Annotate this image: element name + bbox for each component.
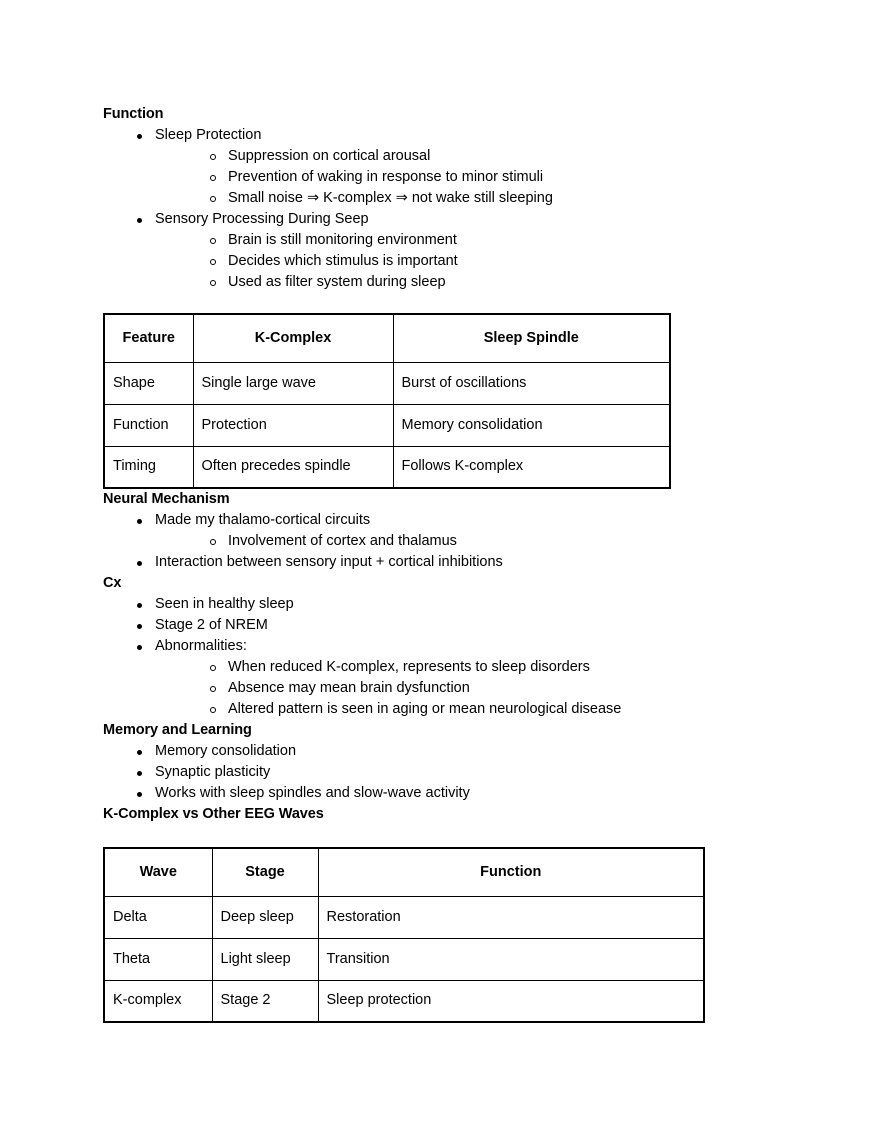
column-header-feature: Feature: [104, 314, 193, 362]
table-cell: Shape: [104, 362, 193, 404]
section-memory-and-learning: [103, 720, 743, 804]
section-heading-kcomplex-vs-other-eeg-waves: K-Complex vs Other EEG Waves: [103, 806, 324, 822]
list-item: [207, 146, 743, 167]
bullet-sublist: [155, 146, 743, 209]
list-item: [134, 510, 743, 552]
bullet-text: Brain is still monitoring environment: [228, 232, 457, 248]
list-item: [134, 741, 743, 762]
table-cell: Timing: [104, 446, 193, 488]
table-row: [104, 446, 670, 488]
section-heading-function: Function: [103, 106, 164, 122]
table-cell: Single large wave: [193, 362, 393, 404]
table-row: [104, 980, 704, 1022]
bullet-list-function: [103, 125, 743, 293]
list-item: [207, 678, 743, 699]
table-cell: Light sleep: [212, 938, 318, 980]
table-row: [104, 404, 670, 446]
bullet-text: Used as filter system during sleep: [228, 274, 446, 290]
bullet-text: Sensory Processing During Seep: [155, 211, 369, 227]
bullet-text: Stage 2 of NREM: [155, 617, 268, 633]
list-item: [207, 230, 743, 251]
bullet-sublist: [155, 531, 743, 552]
table-row: [104, 938, 704, 980]
bullet-list-memory-and-learning: [103, 741, 743, 804]
bullet-text: Decides which stimulus is important: [228, 253, 458, 269]
table-row: [104, 362, 670, 404]
section-neural-mechanism: [103, 489, 743, 573]
list-item: [207, 188, 743, 209]
bullet-text: Absence may mean brain dysfunction: [228, 680, 470, 696]
document-body: [103, 104, 743, 1023]
column-header-wave: Wave: [104, 848, 212, 896]
table-kcomplex-vs-spindle: [103, 313, 671, 489]
bullet-text: Suppression on cortical arousal: [228, 148, 431, 164]
table-cell: Memory consolidation: [393, 404, 670, 446]
table-cell: Stage 2: [212, 980, 318, 1022]
list-item: [134, 594, 743, 615]
section-heading-cx: Cx: [103, 575, 122, 591]
list-item: [134, 615, 743, 636]
bullet-text: Synaptic plasticity: [155, 764, 271, 780]
table-eeg-waves: [103, 847, 705, 1023]
table-cell: Transition: [318, 938, 704, 980]
list-item: [134, 125, 743, 209]
bullet-text: Sleep Protection: [155, 127, 262, 143]
list-item: [207, 699, 743, 720]
column-header-stage: Stage: [212, 848, 318, 896]
bullet-list-neural-mechanism: [103, 510, 743, 573]
list-item: [134, 209, 743, 293]
list-item: [134, 552, 743, 573]
list-item: [207, 272, 743, 293]
list-item: [134, 783, 743, 804]
column-header-function: Function: [318, 848, 704, 896]
list-item: [134, 636, 743, 720]
table-cell: Function: [104, 404, 193, 446]
table-cell: Often precedes spindle: [193, 446, 393, 488]
table-cell: Restoration: [318, 896, 704, 938]
bullet-text: Works with sleep spindles and slow-wave activity: [155, 785, 470, 801]
table-cell: Burst of oscillations: [393, 362, 670, 404]
column-header-kcomplex: K-Complex: [193, 314, 393, 362]
table-cell: Protection: [193, 404, 393, 446]
table-header-row: [104, 848, 704, 896]
bullet-text: Interaction between sensory input + cortical inhibitions: [155, 554, 503, 570]
bullet-sublist: [155, 657, 743, 720]
table-cell: Theta: [104, 938, 212, 980]
bullet-list-cx: [103, 594, 743, 720]
table-cell: Follows K-complex: [393, 446, 670, 488]
table-row: [104, 896, 704, 938]
bullet-text: Abnormalities:: [155, 638, 247, 654]
section-cx: [103, 573, 743, 720]
bullet-text: Made my thalamo-cortical circuits: [155, 512, 371, 528]
column-header-sleep-spindle: Sleep Spindle: [393, 314, 670, 362]
bullet-text: Altered pattern is seen in aging or mean neurological disease: [228, 701, 622, 717]
list-item: [207, 251, 743, 272]
bullet-text: When reduced K-complex, represents to sleep disorders: [228, 659, 590, 675]
bullet-sublist: [155, 230, 743, 293]
bullet-text: Seen in healthy sleep: [155, 596, 294, 612]
list-item: [207, 531, 743, 552]
section-heading-memory-and-learning: Memory and Learning: [103, 722, 252, 738]
table-cell: Sleep protection: [318, 980, 704, 1022]
table-header-row: [104, 314, 670, 362]
bullet-text: Involvement of cortex and thalamus: [228, 533, 457, 549]
section-function: [103, 104, 743, 293]
bullet-text: Prevention of waking in response to minor stimuli: [228, 169, 544, 185]
table-cell: K-complex: [104, 980, 212, 1022]
list-item: [207, 167, 743, 188]
section-kcomplex-vs-other-eeg-waves: [103, 804, 743, 825]
bullet-text: Memory consolidation: [155, 743, 297, 759]
table-cell: Deep sleep: [212, 896, 318, 938]
section-heading-neural-mechanism: Neural Mechanism: [103, 491, 230, 507]
table-cell: Delta: [104, 896, 212, 938]
bullet-text: Small noise ⇒ K-complex ⇒ not wake still sleeping: [228, 190, 553, 206]
list-item: [134, 762, 743, 783]
list-item: [207, 657, 743, 678]
